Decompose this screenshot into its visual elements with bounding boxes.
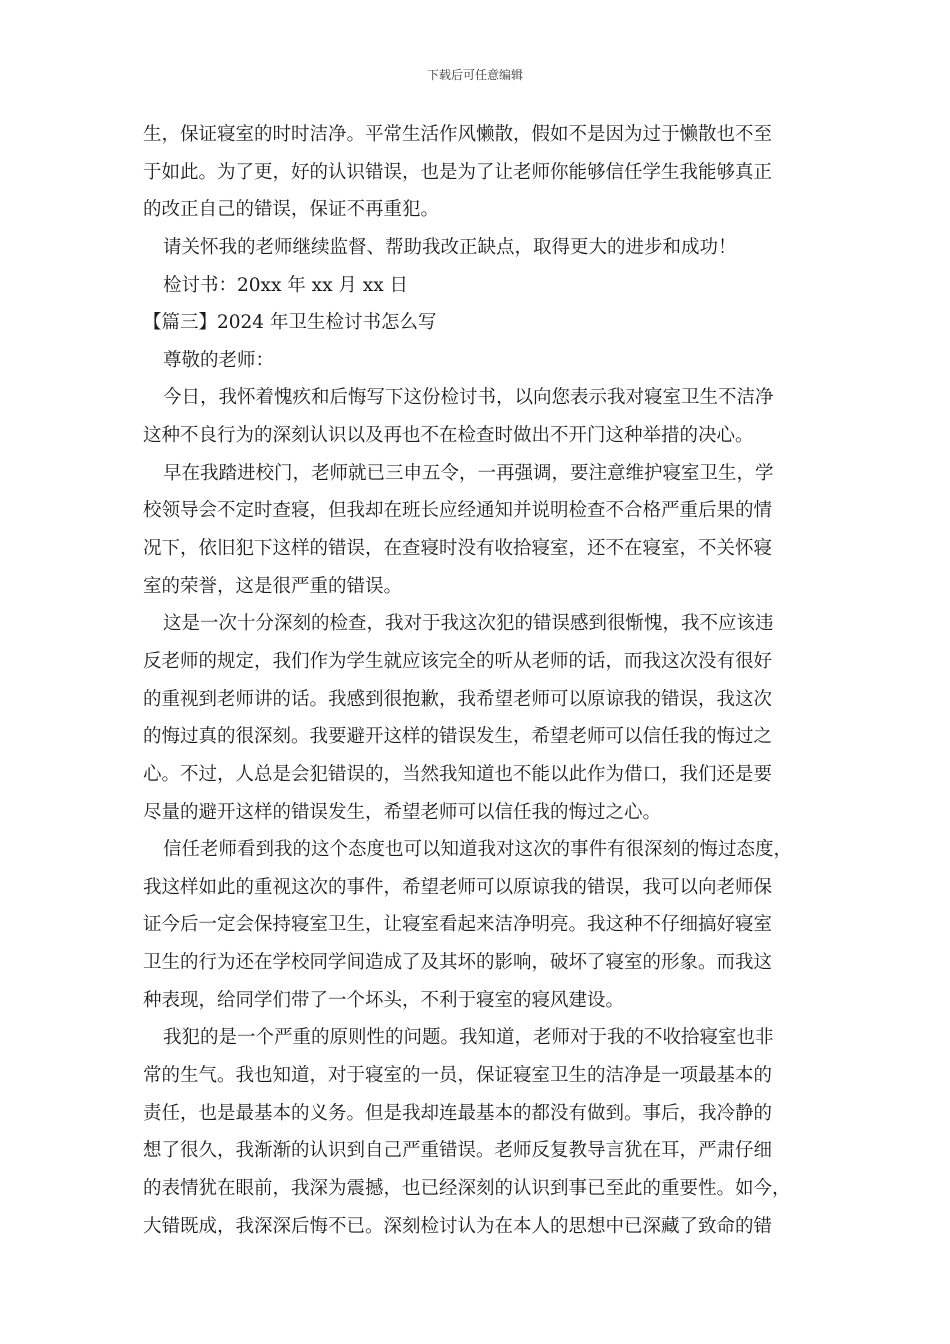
text-line: 卫生的行为还在学校同学间造成了及其坏的影响，破坏了寝室的形象。而我这 [143,952,773,974]
text-line: 想了很久，我渐渐的认识到自己严重错误。老师反复教导言犹在耳，严肃仔细 [143,1140,773,1162]
text-line: 大错既成，我深深后悔不已。深刻检讨认为在本人的思想中已深藏了致命的错 [143,1215,773,1237]
text-line: 这是一次十分深刻的检查，我对于我这次犯的错误感到很惭愧，我不应该违 [163,613,774,635]
text-line: 请关怀我的老师继续监督、帮助我改正缺点，取得更大的进步和成功！ [163,236,737,258]
text-line: 责任，也是最基本的义务。但是我却连最基本的都没有做到。事后，我冷静的 [143,1102,773,1124]
text-line: 的改正自己的错误，保证不再重犯。 [143,199,440,221]
text-line: 证今后一定会保持寝室卫生，让寝室看起来洁净明亮。我这种不仔细搞好寝室 [143,914,773,936]
text-line: 况下，依旧犯下这样的错误，在查寝时没有收拾寝室，还不在寝室，不关怀寝 [143,538,773,560]
text-line: 早在我踏进校门，老师就已三申五令，一再强调，要注意维护寝室卫生，学 [163,462,774,484]
text-line: 【篇三】2024 年卫生检讨书怎么写 [143,312,437,334]
text-line: 种表现，给同学们带了一个坏头，不利于寝室的寝风建设。 [143,989,625,1011]
text-line: 今日，我怀着愧疚和后悔写下这份检讨书，以向您表示我对寝室卫生不洁净 [163,387,774,409]
text-line: 尊敬的老师： [163,349,275,371]
text-line: 生，保证寝室的时时洁净。平常生活作风懒散，假如不是因为过于懒散也不至 [143,124,773,145]
text-line: 检讨书：20xx 年 xx 月 xx 日 [163,274,409,296]
text-line: 的悔过真的很深刻。我要避开这样的错误发生，希望老师可以信任我的悔过之 [143,726,773,748]
text-line: 尽量的避开这样的错误发生，希望老师可以信任我的悔过之心。 [143,801,662,823]
text-line: 信任老师看到我的这个态度也可以知道我对这次的事件有很深刻的悔过态度， [163,839,793,861]
text-line: 我这样如此的重视这次的事件，希望老师可以原谅我的错误，我可以向老师保 [143,876,773,898]
text-line: 常的生气。我也知道，对于寝室的一员，保证寝室卫生的洁净是一项最基本的 [143,1065,773,1087]
text-line: 室的荣誉，这是很严重的错误。 [143,575,403,597]
text-line: 心。不过，人总是会犯错误的，当然我知道也不能以此作为借口，我们还是要 [143,763,773,785]
text-line: 的表情犹在眼前，我深为震撼，也已经深刻的认识到事已至此的重要性。如今， [143,1177,791,1199]
text-line: 校领导会不定时查寝，但我却在班长应经通知并说明检查不合格严重后果的情 [143,500,773,522]
text-line: 我犯的是一个严重的原则性的问题。我知道，老师对于我的不收拾寝室也非 [163,1027,774,1049]
text-line: 这种不良行为的深刻认识以及再也不在检查时做出不开门这种举措的决心。 [143,425,754,447]
page-header: 下载后可任意编辑 [426,68,523,82]
text-line: 于如此。为了更，好的认识错误，也是为了让老师你能够信任学生我能够真正 [143,161,773,183]
text-line: 反老师的规定，我们作为学生就应该完全的听从老师的话，而我这次没有很好 [143,650,773,672]
text-line: 的重视到老师讲的话。我感到很抱歉，我希望老师可以原谅我的错误，我这次 [143,688,773,710]
document-body [143,116,808,1245]
